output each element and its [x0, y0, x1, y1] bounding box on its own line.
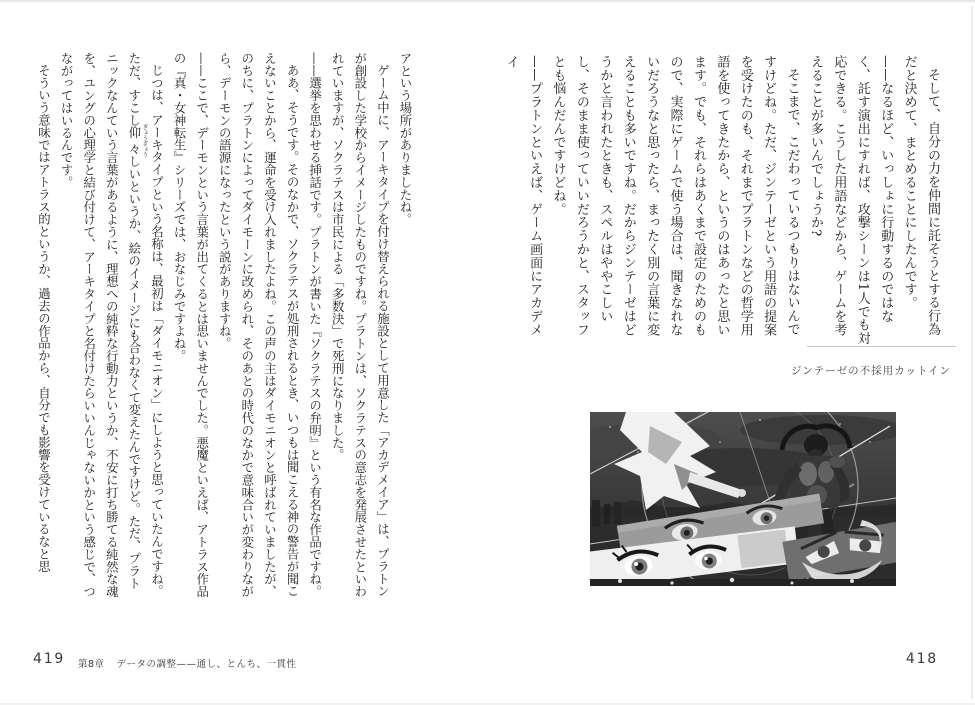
ruby-pre-text: じつは、アーキタイプという名称は、最初は「ダイモニオン」にしようと思っていたんですね。ただ、すこし	[126, 52, 165, 598]
ruby-base: 仰々	[126, 124, 142, 158]
ruby-furigana: ぎょうぎょう	[141, 124, 148, 158]
chapter-title: データの調整——通し、とんち、一貫性	[116, 659, 297, 670]
chapter-number: 第8章	[78, 659, 105, 670]
figure-image-game-cutin	[590, 412, 896, 586]
figure-caption-rule	[807, 346, 956, 347]
ruby-annotation	[126, 124, 148, 158]
book-page-right	[488, 0, 975, 705]
interviewer-line: ——ここで、デーモンという言葉が出てくるとは思いませんでした。悪魔といえば、アトラス作品の『真・女神転生』シリーズでは、おなじみですよね。	[172, 52, 210, 598]
running-head	[78, 656, 297, 670]
page-number-right: 418	[905, 651, 938, 667]
answer-paragraph: ああ、そうです。そのなかで、ソクラテスが処刑されるとき、いつもは聞こえる神の警告が聞こえないことから、運命を受け入れましたよね。この声の主はダイモニオンと呼ばれていましたが、のちに、プラトンによってダイモーンに改められ、そのあとの時代のなかで意味合いが変わりながら、デーモンの語源になったという説がありますね。	[217, 52, 301, 598]
interviewer-line-continuation: アという場所がありましたね。	[398, 52, 413, 226]
figure-caption: ジンテーゼの不採用カットイン	[791, 365, 951, 377]
interviewer-line: ——なるほど、いっしょに行動するのではなく、託す演出にすれば、攻撃シーンは1人でも対応できる。こうした用語などから、ゲームを考えることが多いんでしょうか?	[807, 55, 894, 346]
answer-paragraph: そこまで、こだわっているつもりはないんですけどね。ただ、ジンテーゼという用語の提案を受けたのも、それまでプラトンなどの哲学用語を使ってきたから、というのはあったと思います。でも、それらはあくまで設定のためのもので、実際にゲームで使う場合は、聞きなれないだろうなと思ったら、まったく別の言葉に変えることも多いですね。だからジンテーゼはどうかと言われたときも、スペルはややこしいし、そのまま使っていいだろうかと、スタッフとも悩んだんですけどね。	[550, 55, 800, 337]
interviewer-line: ——選挙を思わせる挿話です。プラトンが書いた『ソクラテスの弁明』という有名な作品ですね。	[307, 52, 323, 598]
interviewer-line: ——プラトンといえば、ゲーム画面にアカデメイ	[503, 55, 543, 337]
page-number-left: 419	[33, 651, 66, 667]
vertical-text-block	[16, 52, 416, 598]
answer-paragraph: そして、自分の力を仲間に託そうとする行為だと決めて、まとめることにしたんです。	[901, 55, 940, 336]
ruby-post-text: しいというか、絵のイメージにも合わなくて変えたんですけど。ただ、プラトニックなんていう言葉があるように、理想への純粋な行動力というか、不安に打ち勝てる純然な魂を、ユングの心理学と結び付けて、アーキタイプと名付けたらいいんじゃないかという感じで、つながってはいるんです。	[59, 52, 142, 598]
vertical-text-block	[503, 55, 944, 347]
answer-paragraph-with-ruby	[55, 52, 168, 598]
answer-paragraph: ゲーム中に、アーキタイプを付け替えられる施設として用意した「アカデメイア」は、プラトンが創設した学校からイメージしたものですね。プラトンは、ソクラテスの意志を発展させたといわれていますが、ソクラテスは市民による「多数決」で死刑になりました。	[330, 52, 391, 598]
answer-paragraph: そういう意味ではアトラス的というか、過去の作品から、自分でも影響を受けているなと思	[36, 64, 52, 573]
